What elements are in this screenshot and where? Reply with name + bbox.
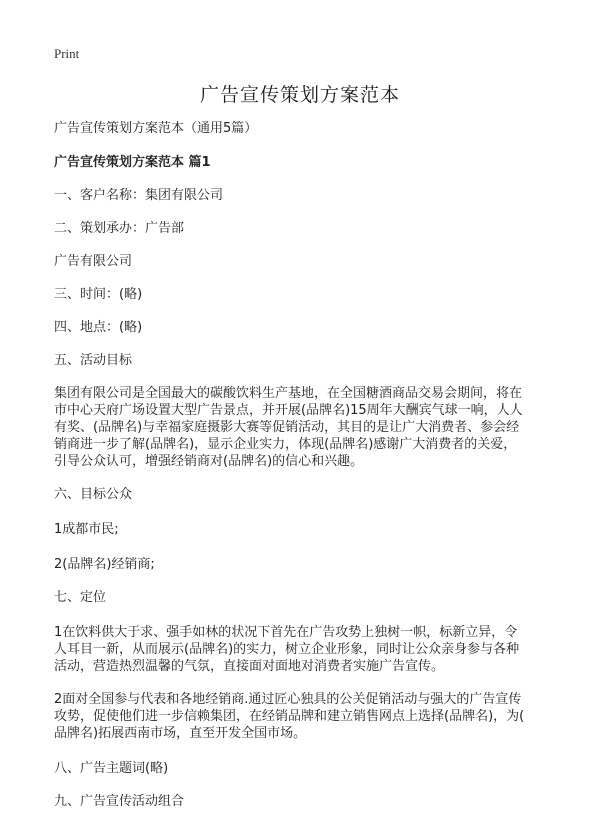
combo-heading: 九、广告宣传活动组合 xyxy=(54,794,185,809)
positioning-paragraph-2 xyxy=(54,691,554,742)
document-body xyxy=(54,120,554,810)
paragraph-line: 1在饮料供大于求、强手如林的状况下首先在广告攻势上独树一帜，标新立异，令 xyxy=(54,625,518,640)
paragraph-line: 攻势，促使他们进一步信赖集团，在经销品牌和建立销售网点上选择(品牌名)，为( xyxy=(54,709,525,724)
planner-line: 二、策划承办：广告部 xyxy=(54,221,185,236)
paragraph-line: 市中心天府广场设置大型广告景点，并开展(品牌名)15周年大酬宾气球一响，人人 xyxy=(54,403,523,418)
company-line: 广告有限公司 xyxy=(54,254,133,269)
paragraph-line: 活动，营造热烈温馨的气氛，直接面对面地对消费者实施广告宣传。 xyxy=(54,659,445,674)
document-subtitle: 广告宣传策划方案范本（通用5篇） xyxy=(54,121,258,136)
paragraph-line: 集团有限公司是全国最大的碳酸饮料生产基地，在全国糖酒商品交易会期间，将在 xyxy=(54,386,523,401)
paragraph-line: 2面对全国参与代表和各地经销商.通过匠心独具的公关促销活动与强大的广告宣传 xyxy=(54,692,522,707)
client-line: 一、客户名称：集团有限公司 xyxy=(54,188,224,203)
paragraph-line: 品牌名)拓展西南市场，直至开发全国市场。 xyxy=(54,726,307,741)
positioning-heading: 七、定位 xyxy=(54,590,107,605)
goal-paragraph xyxy=(54,385,554,470)
section-heading: 广告宣传策划方案范本 篇1 xyxy=(54,155,211,170)
audience-heading: 六、目标公众 xyxy=(54,487,133,502)
place-line: 四、地点：(略) xyxy=(54,320,143,335)
paragraph-line: 有奖、(品牌名)与幸福家庭摄影大赛等促销活动，其目的是让广大消费者、参会经 xyxy=(54,420,520,435)
print-label: Print xyxy=(54,46,80,61)
audience-item-2: 2(品牌名)经销商; xyxy=(54,557,155,572)
theme-heading: 八、广告主题词(略) xyxy=(54,761,169,776)
positioning-paragraph-1 xyxy=(54,624,554,675)
paragraph-line: 销商进一步了解(品牌名)，显示企业实力，体现(品牌名)感谢广大消费者的关爱， xyxy=(54,437,517,452)
goal-heading: 五、活动目标 xyxy=(54,353,133,368)
audience-item-1: 1成都市民; xyxy=(54,522,119,537)
paragraph-line: 人耳目一新，从而展示(品牌名)的实力，树立企业形象，同时让公众亲身参与各种 xyxy=(54,642,520,657)
time-line: 三、时间：(略) xyxy=(54,287,143,302)
paragraph-line: 引导公众认可，增强经销商对(品牌名)的信心和兴趣。 xyxy=(54,454,364,469)
page-title: 广告宣传策划方案范本 xyxy=(199,84,400,106)
